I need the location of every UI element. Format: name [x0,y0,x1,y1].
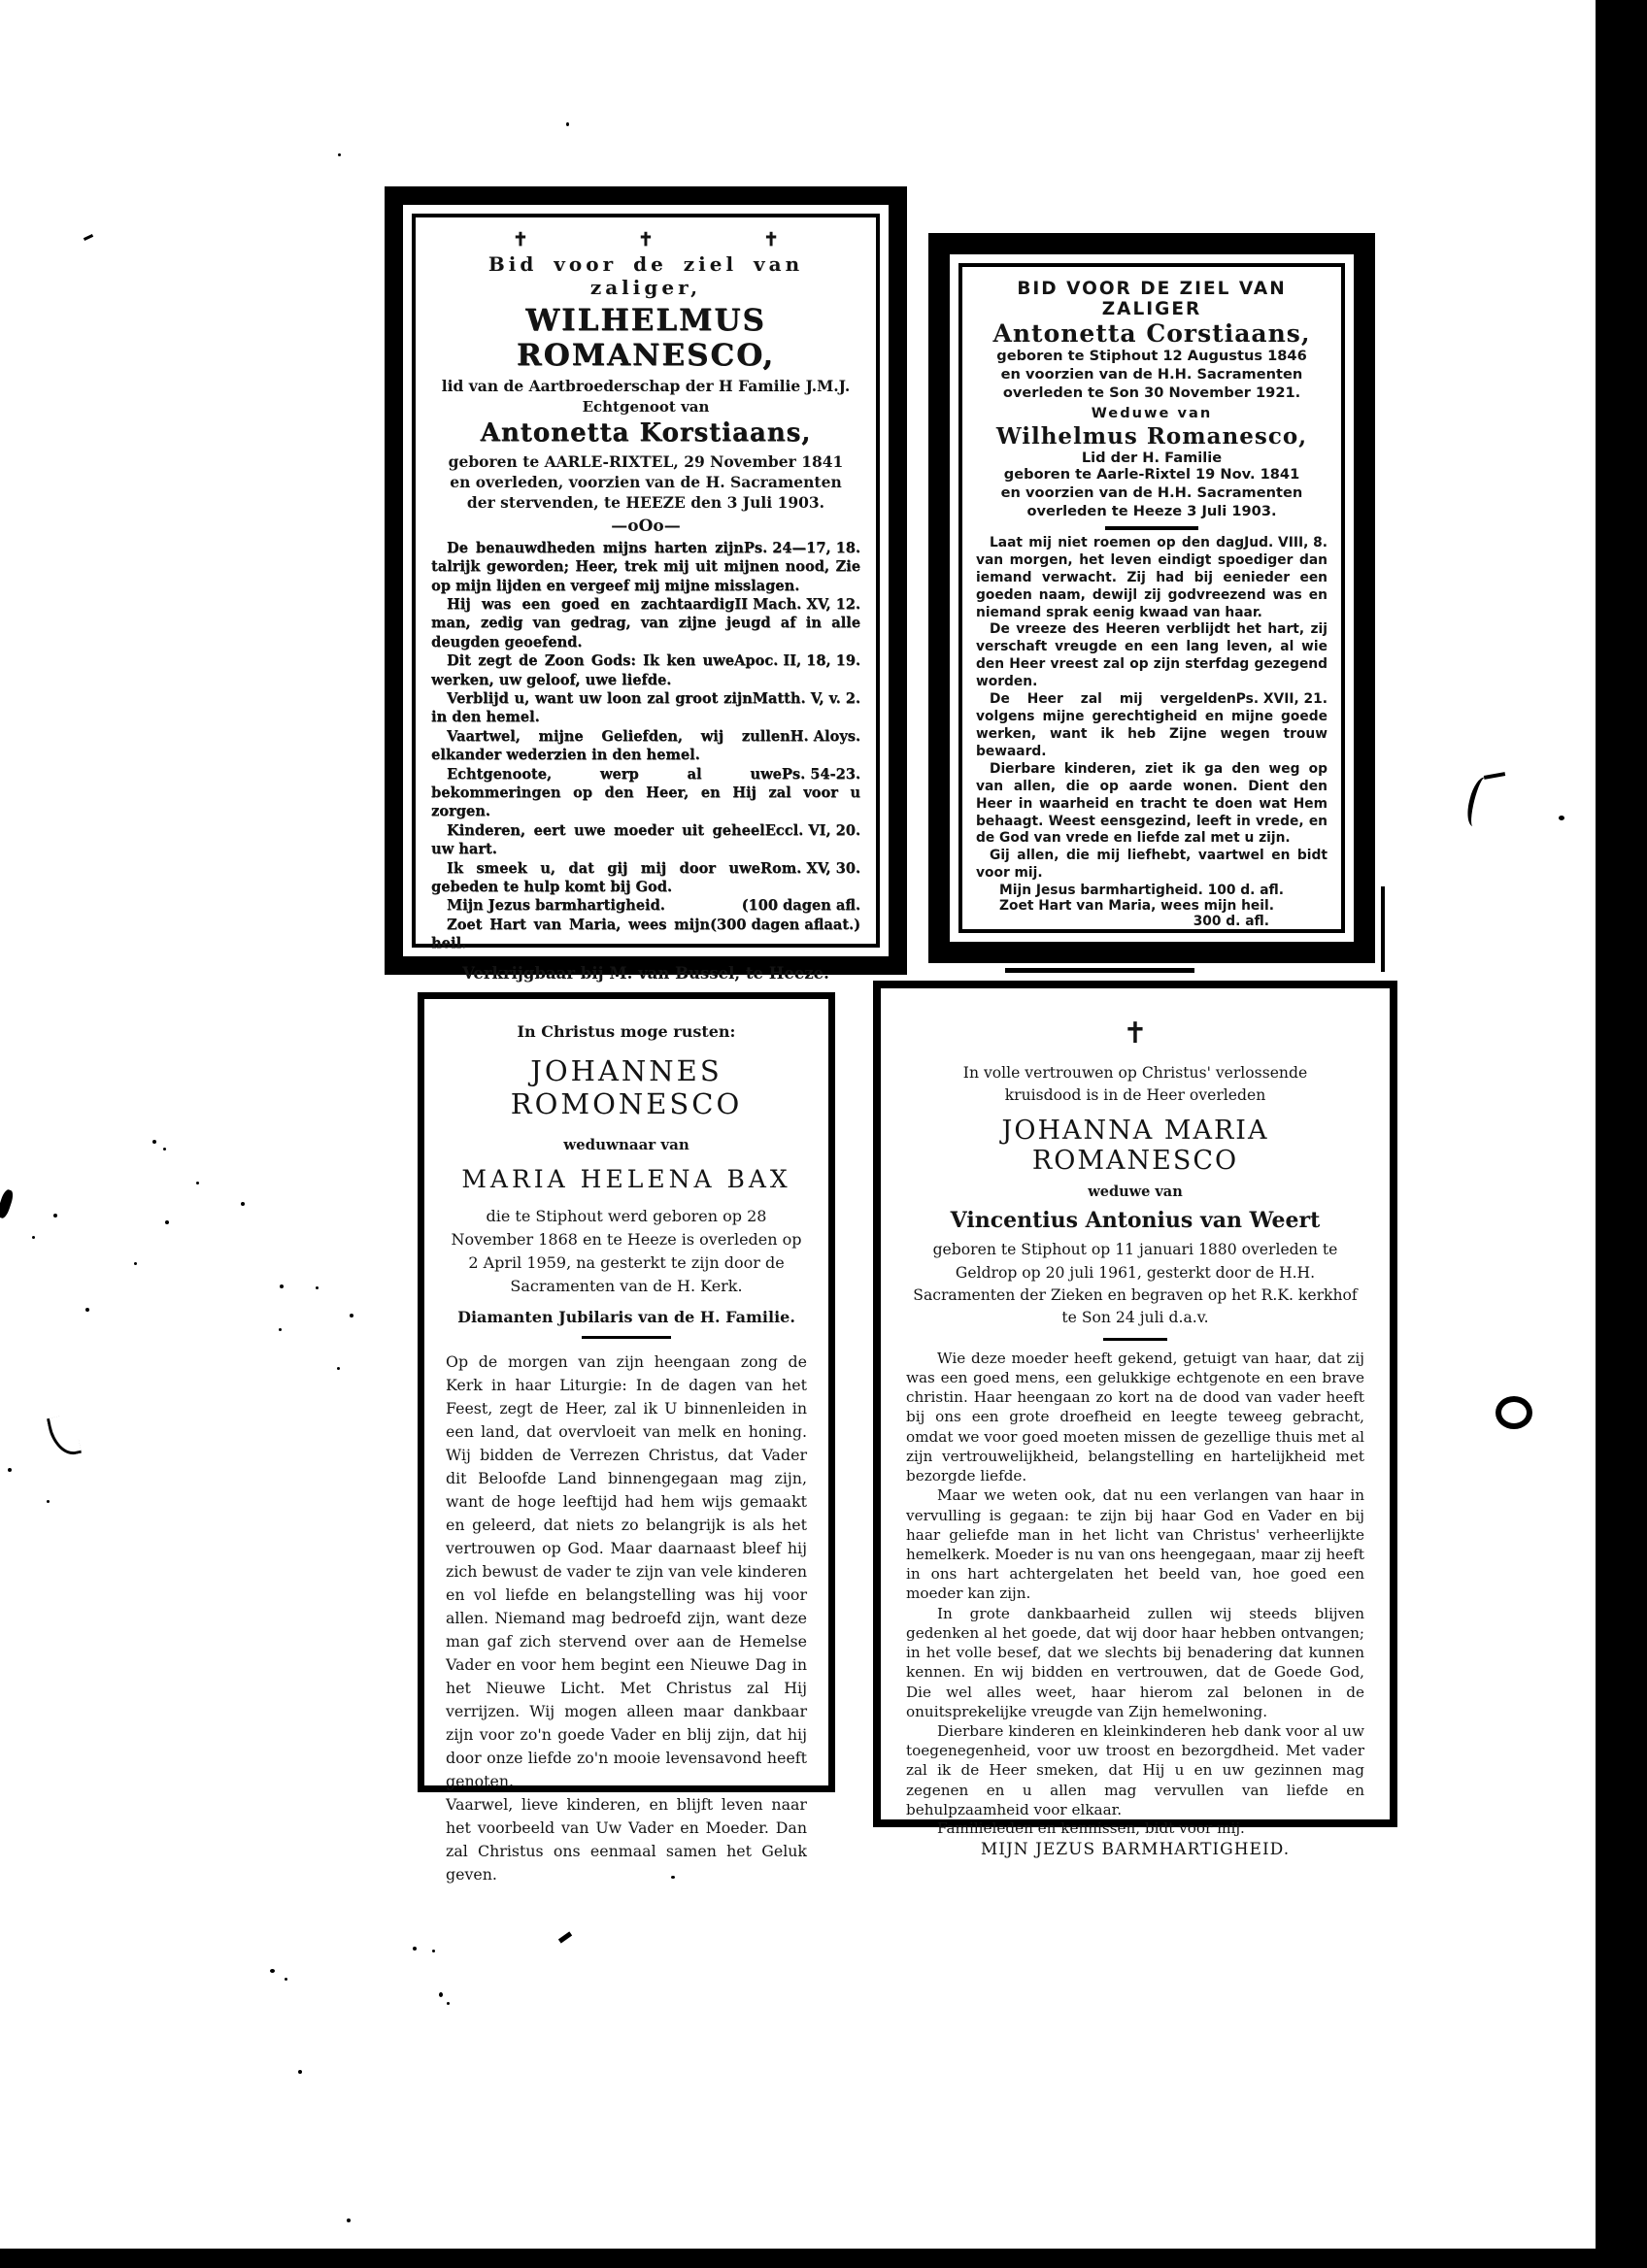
scan-speck [163,1148,166,1151]
jubilee-line: Diamanten Jubilaris van de H. Familie. [457,1308,795,1326]
cross-icon: ✝ [1123,1017,1148,1051]
scan-speck [241,1202,245,1206]
deceased-name: JOHANNA MARIA ROMANESCO [1001,1116,1269,1177]
verse-text: Mijn Jezus barmhartigheid. [447,897,665,915]
spouse-birth-death-lines [976,466,1328,521]
card-inner-frame [958,263,1345,933]
birth-death-text: geboren te Stiphout op 11 januari 1880 overleden te Geldrop op 20 juli 1961, gesterkt door de H.H. Sacramenten der Zieken en begraven op het R.K. kerkhof te Son 24 juli d.a.v. [913,1241,1358,1327]
vital-line: en voorzien van de H.H. Sacramenten [1000,484,1303,501]
horizontal-rule [1103,1338,1167,1341]
scan-frame-fragment [1005,968,1194,973]
prayer-intro: In volle vertrouwen op Christus' verlossende kruisdood is in de Heer overleden [962,1064,1308,1104]
verse [431,595,860,651]
relation-label: weduwe van [1088,1184,1183,1201]
verse-text: Verblijd u, want uw loon zal groot zijn in den hemel. [431,690,753,726]
cross-row [513,229,779,250]
scan-speck [280,1284,284,1288]
scan-speck [432,1950,435,1952]
spouse-name: Antonetta Korstiaans, [480,418,812,448]
verse [976,691,1328,761]
scan-speck [196,1182,199,1184]
deceased-name: JOHANNES ROMONESCO [510,1054,743,1120]
vital-line: der stervenden, te HEEZE den 3 Juli 1903. [466,492,825,512]
horizontal-rule [1105,526,1198,530]
indulgence-line: Mijn Jesus barmhartigheid. 100 d. afl. [999,883,1284,899]
scan-speck [134,1262,137,1265]
scripture-verses [431,539,860,953]
memorial-card-antonetta-corstiaans [928,233,1375,963]
birth-death-text: die te Stiphout werd geboren op 28 November 1868 en te Heeze is overleden op 2 April 1959, na gesterkt te zijn door de Sacramenten van de H. Kerk. [451,1207,802,1295]
scan-speck [447,2002,450,2005]
membership-line: Lid der H. Familie [1081,449,1223,466]
verse [976,761,1328,849]
verse-text: Laat mij niet roemen op den dag van morgen, het leven eindigt spoediger dan iemand verwacht. Zij had bij eenieder een goeden naam, dewijl zij godvreezend was en niemand sprak eenig kwaad van haar. [976,534,1328,620]
memorial-text [446,1351,807,1886]
spouse-name: Vincentius Antonius van Weert [950,1208,1321,1234]
verse [976,621,1328,691]
spouse-name: MARIA HELENA BAX [461,1165,791,1193]
memorial-paragraph: In grote dankbaarheid zullen wij steeds blijven gedenken al het goede, dat wij door haar hebben ontvangen; in het volle besef, dat we slechts bij benadering dat kunnen kennen. En wij bidden en vertrouwen, dat de Goede God, Die wel alles weet, haar hierom zal belonen in de onuitsprekelijke vreugde van Zijn hemelwoning. [906,1604,1364,1720]
vital-line: geboren te Aarle-Rixtel 19 Nov. 1841 [1003,465,1300,483]
verse [431,727,860,765]
scan-speck [439,1992,443,1997]
verse-citation: H. Aloys. [790,727,860,745]
prayer-intro: In Christus moge rusten: [517,1022,736,1041]
relation-label: Echtgenoot van [582,398,710,416]
scan-speck [270,1969,275,1973]
indulgence-line [431,896,860,915]
cross-icon: ✝ [512,229,528,250]
verse-citation: Matth. V, v. 2. [752,690,860,708]
closing-prayer: MIJN JEZUS BARMHARTIGHEID. [980,1840,1291,1860]
scan-speck [47,1500,50,1503]
scripture-verses [976,535,1328,883]
verse-text: Dit zegt de Zoon Gods: Ik ken uwe werken, uw geloof, uwe liefde. [431,652,735,688]
scan-speck [8,1468,12,1472]
vital-line: en overleden, voorzien van de H. Sacramenten [450,472,842,491]
scan-speck [566,122,569,126]
verse-text: Echtgenoote, werp al uwe bekommeringen op den Heer, en Hij zal voor u zorgen. [431,765,860,820]
verse [431,651,860,689]
scan-speck [1559,816,1564,820]
indulgence-days: 300 d. afl. [1193,914,1269,930]
indulgence-line: Zoet Hart van Maria, wees mijn heil. [999,898,1274,915]
scan-speck [85,1308,89,1312]
memorial-paragraph: Op de morgen van zijn heengaan zong de Kerk in haar Liturgie: In de dagen van het Feest, zegt de Heer, zal ik U binnenleiden in een land, dat overvloeit van melk en honing. Wij bidden de Verrezen Christus, dat Vader dit Beloofde Land binnengegaan mag zijn, want de hoge leeftijd had hem wijs gemaakt en geleerd, dat niets zo belangrijk is als het vertrouwen op God. Maar daarnaast bleef hij zich bewust de vader te zijn van vele kinderen en vol liefde en belangstelling was hij voor allen. Niemand mag bedroefd zijn, want deze man gaf zich stervend over aan de Hemelse Vader en voor hem begint een Nieuwe Dag in het Nieuwe Licht. Met Christus zal Hij verrijzen. Wij mogen alleen maar dankbaar zijn voor zo'n goede Vader en blij zijn, dat hij door onze liefde zo'n mooie levensavond heeft genoten. [446,1352,807,1790]
verse [431,539,860,595]
relation-label: weduwnaar van [563,1136,689,1153]
indulgence-line [431,916,860,953]
scan-edge-band-bottom [0,2249,1647,2268]
scan-hook-artifact [47,1414,82,1459]
scan-speck [316,1286,319,1289]
memorial-text [906,1349,1364,1819]
verse-text: Dierbare kinderen, ziet ik ga den weg op van allen, die op aarde wonen. Dient den Heer in waarheid en tracht te doen wat Hem behaagt. Weest eensgezind, leeft in vrede, en de God van vrede en liefde zal met u zijn. [976,760,1328,847]
scan-blob-artifact [0,1188,15,1219]
cross-icon: ✝ [763,229,779,250]
scan-speck [413,1947,417,1951]
verse-citation: Ps. 54-23. [781,765,860,783]
verse-text: Hij was een goed en zachtaardig man, zedig van gedrag, van zijne jeugd af in alle deugden geoefend. [431,595,860,650]
prayer-appeal: Familieleden en kennissen, bidt voor mij. [937,1819,1245,1838]
scan-speck [53,1214,57,1217]
scan-speck [671,1876,675,1879]
birth-death-lines [431,452,860,514]
scan-speck [279,1328,282,1331]
verse [431,859,860,897]
spouse-name: Wilhelmus Romanesco, [995,422,1308,450]
verse [431,689,860,727]
verse-text: Zoet Hart van Maria, wees mijn heil. [431,916,710,952]
vital-line: en voorzien van de H.H. Sacramenten [1000,365,1303,383]
verse-text: Ik smeek u, dat gij mij door uwe gebeden te hulp komt bij God. [431,859,760,896]
horizontal-rule [582,1336,671,1339]
verse-citation: Eccl. VI, 20. [764,821,860,839]
scan-squiggle-artifact [1484,772,1505,780]
scan-speck [298,2070,302,2074]
birth-death-lines [976,348,1328,403]
vital-line: overleden te Son 30 November 1921. [1002,384,1301,401]
printer-imprint: Verkrijgbaar bij M. van Bussel, te Heeze. [462,963,829,983]
verse-citation: Ps. XVII, 21. [1235,691,1328,708]
scan-edge-band-right [1596,0,1647,2268]
verse-citation: Apoc. II, 18, 19. [734,652,860,670]
memorial-paragraph: Vaarwel, lieve kinderen, en blijft leven naar het voorbeeld van Uw Vader en Moeder. Dan zal Christus ons eenmaal samen het Geluk geven. [446,1795,807,1884]
deceased-name: WILHELMUS ROMANESCO, [516,303,776,373]
scan-speck [152,1140,156,1144]
scan-squiggle-artifact [1463,775,1495,828]
vital-line: geboren te Stiphout 12 Augustus 1846 [996,348,1307,364]
vital-line: overleden te Heeze 3 Juli 1903. [1026,502,1277,519]
scan-speck [347,2218,351,2222]
memorial-card-johanna-maria-romanesco [873,981,1397,1860]
cross-icon: ✝ [638,229,654,250]
memorial-card-johannes-romonesco [418,992,835,1884]
indulgence-days: (300 dagen aflaat.) [710,916,860,933]
prayer-intro: Bid voor de ziel van zaliger, [487,252,804,299]
ornament-separator: —oOo— [611,516,681,536]
memorial-paragraph: Dierbare kinderen en kleinkinderen heb dank voor al uw toegenegenheid, voor uw troost en bezorgdheid. Met vader zal ik de Heer smeken, dat Hij u en uw gezinnen mag zegenen en u allen mag vervullen van liefde en behulpzaamheid voor elkaar. [906,1721,1364,1818]
verse-citation: Ps. 24—17, 18. [743,539,860,556]
scan-speck [558,1931,572,1943]
scan-speck [165,1220,169,1224]
verse-text: De vreeze des Heeren verblijdt het hart, zij verschaft vreugde en een lang leven, al wie den Heer vreest zal op zijn sterfdag gezegend worden. [976,621,1328,690]
verse [431,821,860,859]
scan-speck [84,234,93,241]
scan-speck [285,1978,287,1981]
verse-citation: Jud. VIII, 8. [1244,534,1328,550]
memorial-paragraph: Maar we weten ook, dat nu een verlangen van haar in vervulling is gegaan: te zijn bij haar God en Vader en bij haar geliefde man in het licht van Christus' verheerlijkte hemelkerk. Moeder is nu van ons heengegaan, maar zij heeft in ons hart achtergelaten het beeld van, hoe goed een moeder kan zijn. [906,1486,1364,1603]
verse [976,535,1328,622]
verse-text: De Heer zal mij vergelden volgens mijne gerechtigheid en mijne goede werken, want ik heb Zijne wegen trouw bewaard. [976,691,1328,759]
relation-label: Weduwe van [1091,404,1213,421]
verse-text: Vaartwel, mijne Geliefden, wij zullen elkander wederzien in den hemel. [431,727,790,764]
prayer-intro: BID VOOR DE ZIEL VAN ZALIGER [1017,279,1287,319]
deceased-name: Antonetta Corstiaans, [992,319,1311,348]
verse-text: Kinderen, eert uwe moeder uit geheel uw hart. [431,821,765,858]
membership-line: lid van de Aartbroederschap der H Familie J.M.J. [441,377,851,395]
scan-speck [337,1367,340,1370]
verse [976,848,1328,883]
indulgence-days: (100 dagen afl. [741,897,860,915]
dotted-rule [431,959,860,962]
card-inner-frame [412,214,880,983]
scan-ring-artifact [1496,1396,1532,1429]
verse-citation: Rom. XV, 30. [759,859,860,877]
scan-speck [350,1314,353,1317]
vital-line: geboren te AARLE-RIXTEL, 29 November 1841 [448,452,844,471]
memorial-paragraph: Wie deze moeder heeft gekend, getuigt van haar, dat zij was een goed mens, een gelukkige echtgenote en een brave christin. Haar heengaan zo kort na de dood van vader heeft bij ons een grote droefheid en leegte teweeg gebracht, omdat we voor goed moeten missen de gezellige thuis met al zijn vertrouwelijkheid, belangstelling en hartelijkheid met bezorgde liefde. [906,1349,1364,1485]
scan-speck [32,1236,35,1239]
scan-speck [338,153,341,156]
verse-text: De benauwdheden mijns harten zijn talrijk geworden; Heer, trek mij uit mijnen nood, Zie op mijn lijden en vergeef mij mijne misslagen. [431,539,860,594]
verse-citation: II Mach. XV, 12. [734,595,860,613]
verse-text: Gij allen, die mij liefhebt, vaartwel en bidt voor mij. [976,848,1328,882]
memorial-card-wilhelmus-romanesco [385,186,907,983]
scan-frame-fragment [1381,886,1385,972]
verse [431,765,860,821]
